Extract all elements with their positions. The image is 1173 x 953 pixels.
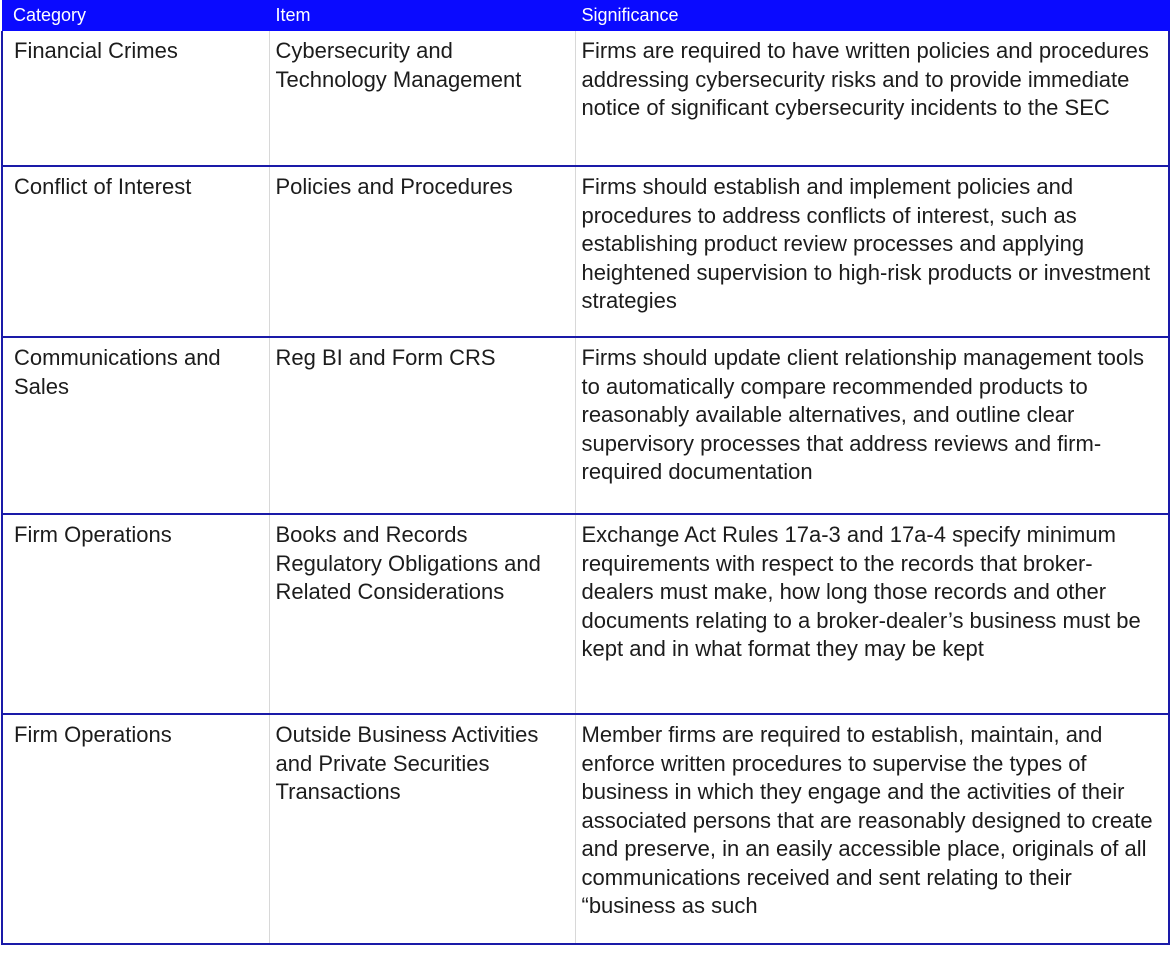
cell-significance: Firms should update client relationship management tools to automatically compare recommended products to reasonably available alternatives, and outline clear supervisory processes that address reviews and firm-required documentation xyxy=(575,337,1169,514)
regulatory-table xyxy=(1,0,1170,945)
cell-significance: Exchange Act Rules 17a-3 and 17a-4 specify minimum requirements with respect to the records that broker-dealers must make, how long those records and other documents relating to a broker-dealer’s business must be kept and in what format they may be kept xyxy=(575,514,1169,714)
cell-significance: Firms should establish and implement policies and procedures to address conflicts of interest, such as establishing product review processes and applying heightened supervision to high-risk products or investment strategies xyxy=(575,166,1169,337)
cell-significance: Member firms are required to establish, maintain, and enforce written procedures to supervise the types of business in which they engage and the activities of their associated persons that are reasonably designed to create and preserve, in an easily accessible place, originals of all communications received and sent relating to their “business as such xyxy=(575,714,1169,944)
cell-item: Books and Records Regulatory Obligations and Related Considerations xyxy=(269,514,575,714)
cell-item: Policies and Procedures xyxy=(269,166,575,337)
cell-significance: Firms are required to have written policies and procedures addressing cybersecurity risks and to provide immediate notice of significant cybersecurity incidents to the SEC xyxy=(575,31,1169,166)
header-row xyxy=(2,0,1169,31)
cell-item: Outside Business Activities and Private Securities Transactions xyxy=(269,714,575,944)
cell-item: Reg BI and Form CRS xyxy=(269,337,575,514)
table-body xyxy=(2,31,1169,944)
table-row xyxy=(2,166,1169,337)
header-category: Category xyxy=(2,0,269,31)
cell-category: Conflict of Interest xyxy=(2,166,269,337)
table-header xyxy=(2,0,1169,31)
table-row xyxy=(2,31,1169,166)
cell-item: Cybersecurity and Technology Management xyxy=(269,31,575,166)
cell-category: Communications and Sales xyxy=(2,337,269,514)
cell-category: Firm Operations xyxy=(2,714,269,944)
header-item: Item xyxy=(269,0,575,31)
regulatory-table-container xyxy=(1,0,1170,945)
cell-category: Firm Operations xyxy=(2,514,269,714)
table-row xyxy=(2,337,1169,514)
table-row xyxy=(2,714,1169,944)
header-significance: Significance xyxy=(575,0,1169,31)
cell-category: Financial Crimes xyxy=(2,31,269,166)
table-row xyxy=(2,514,1169,714)
